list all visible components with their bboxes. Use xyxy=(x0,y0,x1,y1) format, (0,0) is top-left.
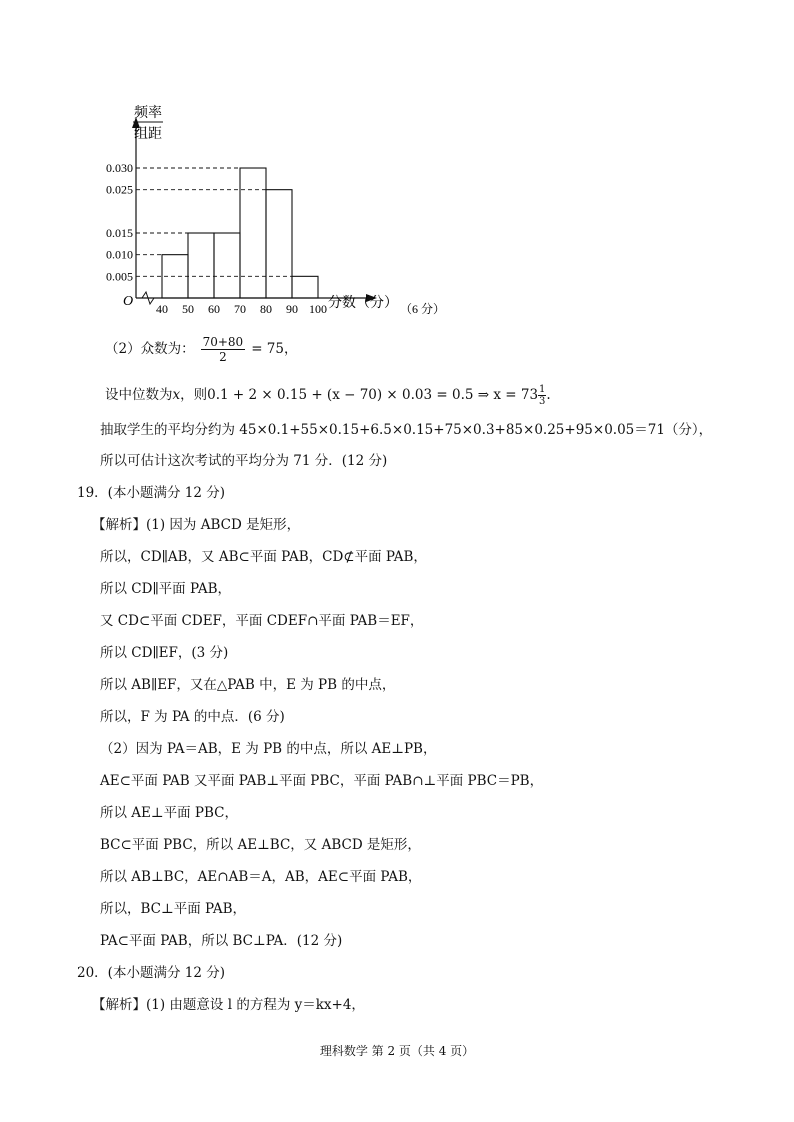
mode-prefix: （2）众数为： xyxy=(105,341,195,357)
y-tick-label: 0.030 xyxy=(106,161,133,176)
origin-label: O xyxy=(123,294,134,309)
median-end: . xyxy=(546,387,551,403)
y-tick-label: 0.015 xyxy=(106,226,133,241)
histogram-bar xyxy=(240,168,266,298)
median-prefix: 设中位数为 xyxy=(105,387,173,403)
q19-step-6: 所以 AB∥EF，又在△PAB 中，E 为 PB 的中点， xyxy=(100,677,396,693)
y-label-denominator: 组距 xyxy=(134,127,162,142)
median-equation: ，则0.1 + 2 × 0.15 + (x − 70) × 0.03 = 0.5 ⇒ x = 73 xyxy=(180,387,539,403)
q19-step-5: 所以 CD∥EF，(3 分) xyxy=(100,645,229,661)
y-tick-label: 0.005 xyxy=(106,269,133,284)
histogram-bar xyxy=(214,233,240,298)
x-tick-label: 50 xyxy=(182,302,194,316)
x-tick-label: 80 xyxy=(260,302,272,316)
x-tick-label: 90 xyxy=(286,302,298,316)
mode-frac-den: 2 xyxy=(219,350,227,364)
median-frac-num: 1 xyxy=(539,384,546,395)
x-tick-label: 40 xyxy=(156,302,168,316)
mode-frac-num: 70+80 xyxy=(202,335,244,349)
q20-step-1: 【解析】(1) 由题意设 l 的方程为 y＝kx+4， xyxy=(92,997,365,1013)
mode-line xyxy=(105,335,297,364)
histogram-bar xyxy=(188,233,214,298)
median-var: x xyxy=(172,387,181,403)
histogram-bar xyxy=(292,276,318,298)
histogram-bar xyxy=(266,190,292,298)
q19-step-9: AE⊂平面 PAB 又平面 PAB⊥平面 PBC，平面 PAB∩⊥平面 PBC＝PB， xyxy=(100,773,544,789)
q19-step-2: 所以，CD∥AB，又 AB⊂平面 PAB，CD⊄平面 PAB， xyxy=(100,549,427,565)
y-label-numerator: 频率 xyxy=(134,106,162,121)
frequency-histogram xyxy=(0,0,794,330)
q19-step-14: PA⊂平面 PAB，所以 BC⊥PA．(12 分) xyxy=(100,933,343,949)
x-tick-label: 60 xyxy=(208,302,220,316)
mean-line: 抽取学生的平均分约为 45×0.1+55×0.15+6.5×0.15+75×0.3+85×0.25+95×0.05＝71（分）， xyxy=(100,422,713,438)
q19-step-4: 又 CD⊂平面 CDEF，平面 CDEF∩平面 PAB＝EF， xyxy=(100,613,424,629)
mean-conclusion: 所以可估计这次考试的平均分为 71 分．(12 分) xyxy=(100,453,388,469)
median-line xyxy=(105,384,551,407)
q19-step-13: 所以，BC⊥平面 PAB， xyxy=(100,901,247,917)
q19-step-8: （2）因为 PA＝AB，E 为 PB 的中点，所以 AE⊥PB， xyxy=(100,741,437,757)
mode-fraction xyxy=(201,335,246,364)
q19-step-12: 所以 AB⊥BC，AE∩AB＝A，AB，AE⊂平面 PAB， xyxy=(100,869,422,885)
q19-step-7: 所以，F 为 PA 的中点．(6 分) xyxy=(100,709,285,725)
q19-step-10: 所以 AE⊥平面 PBC， xyxy=(100,805,238,821)
x-axis-label: 分数（分） xyxy=(328,296,398,311)
median-frac-den: 3 xyxy=(539,396,546,407)
q19-step-3: 所以 CD∥平面 PAB， xyxy=(100,581,231,597)
mode-result: = 75， xyxy=(251,341,298,357)
x-tick-label: 100 xyxy=(309,302,327,316)
question-19-heading: 19．(本小题满分 12 分) xyxy=(77,485,225,501)
score-note: （6 分） xyxy=(400,302,446,316)
x-tick-label: 70 xyxy=(234,302,246,316)
y-tick-label: 0.010 xyxy=(106,247,133,262)
q19-step-11: BC⊂平面 PBC，所以 AE⊥BC，又 ABCD 是矩形， xyxy=(100,837,421,853)
question-20-heading: 20．(本小题满分 12 分) xyxy=(77,965,225,981)
y-tick-label: 0.025 xyxy=(106,182,133,197)
page-footer: 理科数学 第 2 页（共 4 页） xyxy=(319,1044,475,1058)
q19-step-1: 【解析】(1) 因为 ABCD 是矩形， xyxy=(92,517,301,533)
